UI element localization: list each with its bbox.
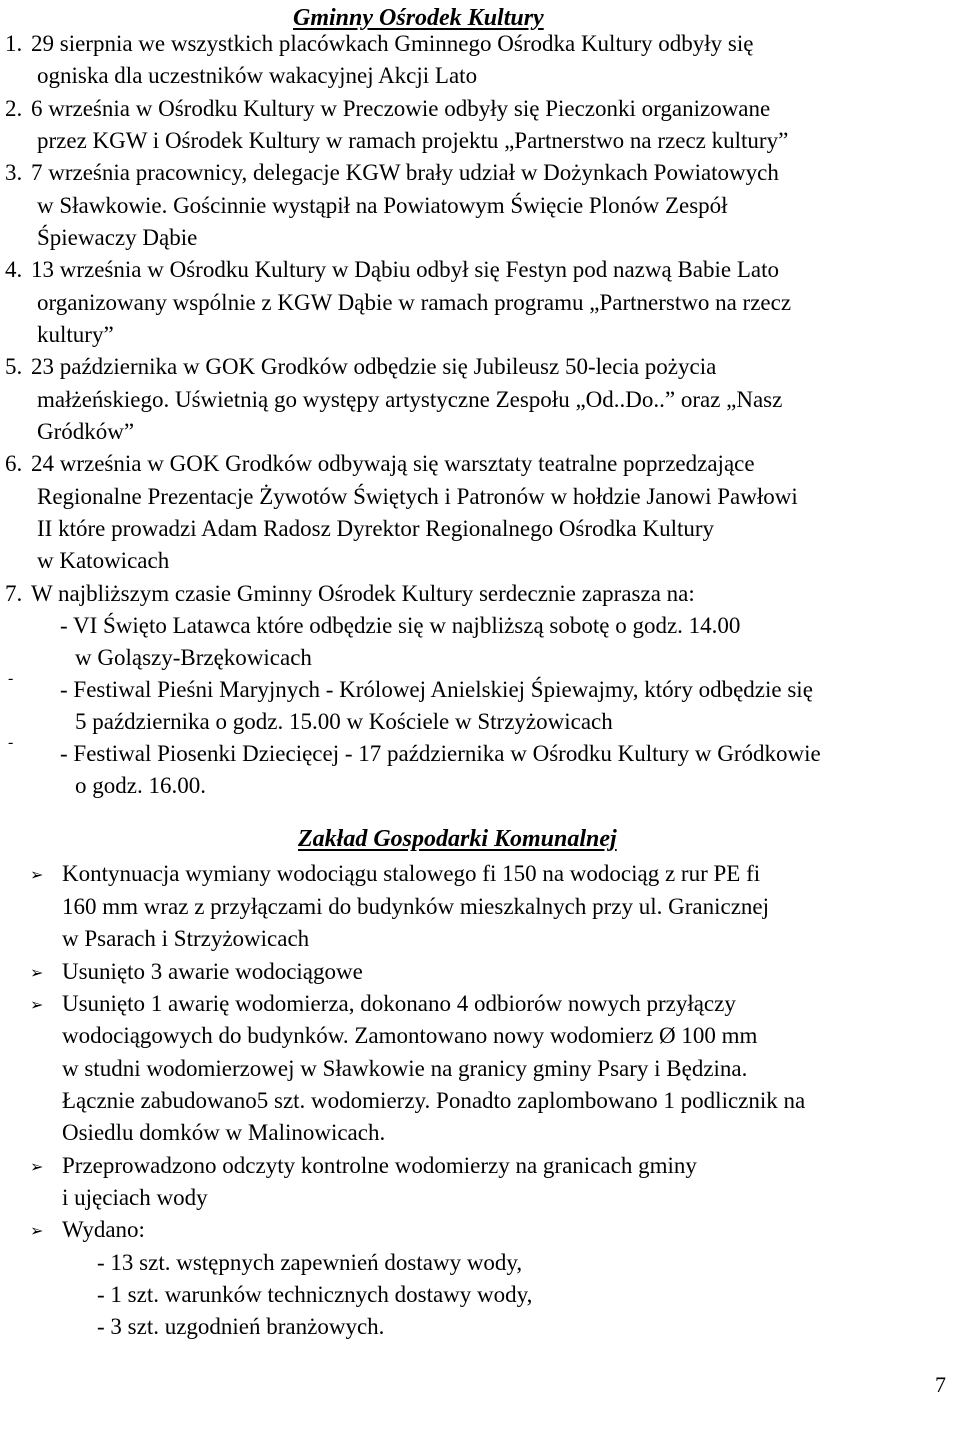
sub-item-text: - 1 szt. warunków technicznych dostawy wody, bbox=[97, 1282, 533, 1307]
section-title-zgk: Zakład Gospodarki Komunalnej bbox=[298, 826, 617, 852]
margin-mark: - bbox=[8, 670, 14, 687]
item-text: Przeprowadzono odczyty kontrolne wodomierzy na granicach gminy bbox=[62, 1153, 697, 1178]
item-number: 7. bbox=[5, 581, 23, 606]
item-text: 23 października w GOK Grodków odbędzie się Jubileusz 50-lecia pożycia bbox=[31, 354, 717, 379]
item-number: 3. bbox=[5, 160, 23, 185]
sub-item-text: 5 października o godz. 15.00 w Kościele w Strzyżowicach bbox=[75, 709, 613, 734]
page-number: 7 bbox=[935, 1372, 946, 1397]
item-number: 2. bbox=[5, 96, 23, 121]
sub-item-text: o godz. 16.00. bbox=[75, 773, 206, 798]
arrow-bullet-icon: ➢ bbox=[30, 1159, 44, 1176]
arrow-bullet-icon: ➢ bbox=[30, 997, 44, 1014]
item-text: ogniska dla uczestników wakacyjnej Akcji Lato bbox=[37, 63, 478, 88]
sub-item-text: - VI Święto Latawca które odbędzie się w najbliższą sobotę o godz. 14.00 bbox=[60, 613, 741, 638]
item-text: w Psarach i Strzyżowicach bbox=[62, 926, 310, 951]
arrow-bullet-icon: ➢ bbox=[30, 1223, 44, 1240]
item-text: Gródków” bbox=[37, 419, 135, 444]
item-text: W najbliższym czasie Gminny Ośrodek Kultury serdecznie zaprasza na: bbox=[31, 581, 695, 606]
item-text: 160 mm wraz z przyłączami do budynków mieszkalnych przy ul. Granicznej bbox=[62, 894, 770, 919]
item-text: i ujęciach wody bbox=[62, 1185, 208, 1210]
sub-item-text: - 13 szt. wstępnych zapewnień dostawy wody, bbox=[97, 1250, 523, 1275]
item-text: w studni wodomierzowej w Sławkowie na granicy gminy Psary i Będzina. bbox=[62, 1056, 748, 1081]
item-text: małżeńskiego. Uświetnią go występy artystyczne Zespołu „Od..Do..” oraz „Nasz bbox=[37, 387, 783, 412]
item-number: 1. bbox=[5, 31, 23, 56]
arrow-bullet-icon: ➢ bbox=[30, 965, 44, 982]
section-title-gok: Gminny Ośrodek Kultury bbox=[293, 5, 544, 31]
item-text: Osiedlu domków w Malinowicach. bbox=[62, 1120, 386, 1145]
item-text: przez KGW i Ośrodek Kultury w ramach projektu „Partnerstwo na rzecz kultury” bbox=[37, 128, 789, 153]
item-text: Usunięto 1 awarię wodomierza, dokonano 4 odbiorów nowych przyłączy bbox=[62, 991, 736, 1016]
sub-item-text: w Goląszy-Brzękowicach bbox=[75, 645, 312, 670]
item-text: Łącznie zabudowano5 szt. wodomierzy. Ponadto zaplombowano 1 podlicznik na bbox=[62, 1088, 806, 1113]
item-number: 5. bbox=[5, 354, 23, 379]
item-text: Usunięto 3 awarie wodociągowe bbox=[62, 959, 363, 984]
item-text: Wydano: bbox=[62, 1217, 145, 1242]
item-text: 6 września w Ośrodku Kultury w Preczowie odbyły się Pieczonki organizowane bbox=[31, 96, 771, 121]
item-text: 13 września w Ośrodku Kultury w Dąbiu odbył się Festyn pod nazwą Babie Lato bbox=[31, 257, 779, 282]
item-number: 6. bbox=[5, 451, 23, 476]
item-text: w Katowicach bbox=[37, 548, 170, 573]
item-text: wodociągowych do budynków. Zamontowano nowy wodomierz Ø 100 mm bbox=[62, 1023, 758, 1048]
item-text: 7 września pracownicy, delegacje KGW brały udział w Dożynkach Powiatowych bbox=[31, 160, 779, 185]
sub-item-text: - Festiwal Pieśni Maryjnych - Królowej Anielskiej Śpiewajmy, który odbędzie się bbox=[60, 677, 813, 702]
item-text: 24 września w GOK Grodków odbywają się warsztaty teatralne poprzedzające bbox=[31, 451, 755, 476]
item-text: Regionalne Prezentacje Żywotów Świętych i Patronów w hołdzie Janowi Pawłowi bbox=[37, 484, 798, 509]
item-text: Śpiewaczy Dąbie bbox=[37, 225, 198, 250]
item-text: 29 sierpnia we wszystkich placówkach Gminnego Ośrodka Kultury odbyły się bbox=[31, 31, 754, 56]
item-text: II które prowadzi Adam Radosz Dyrektor Regionalnego Ośrodka Kultury bbox=[37, 516, 715, 541]
item-text: Kontynuacja wymiany wodociągu stalowego fi 150 na wodociąg z rur PE fi bbox=[62, 861, 761, 886]
margin-mark: - bbox=[8, 734, 14, 751]
arrow-bullet-icon: ➢ bbox=[30, 867, 44, 884]
item-text: organizowany wspólnie z KGW Dąbie w ramach programu „Partnerstwo na rzecz bbox=[37, 290, 792, 315]
item-text: w Sławkowie. Gościnnie wystąpił na Powiatowym Święcie Plonów Zespół bbox=[37, 193, 728, 218]
sub-item-text: - 3 szt. uzgodnień branżowych. bbox=[97, 1314, 385, 1339]
item-text: kultury” bbox=[37, 322, 114, 347]
sub-item-text: - Festiwal Piosenki Dziecięcej - 17 października w Ośrodku Kultury w Gródkowie bbox=[60, 741, 821, 766]
item-number: 4. bbox=[5, 257, 23, 282]
